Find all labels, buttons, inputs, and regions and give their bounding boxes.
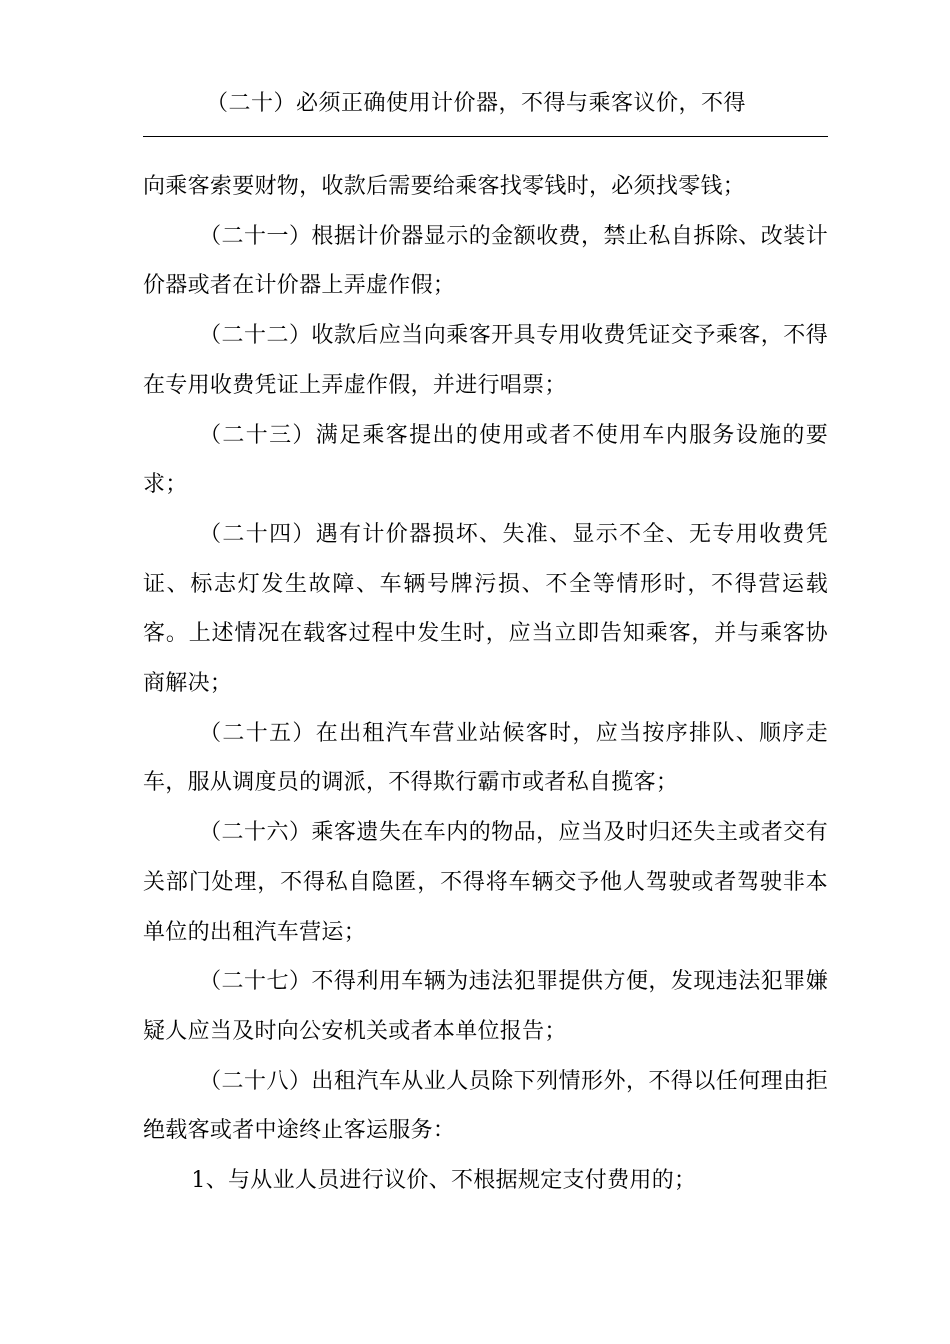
continued-header-line: （二十）必须正确使用计价器，不得与乘客议价，不得 [206,91,747,116]
paragraph-item-28: （二十八）出租汽车从业人员除下列情形外，不得以任何理由拒绝载客或者中途终止客运服务： [143,1068,828,1144]
header-divider [143,136,828,137]
paragraph-item-27: （二十七）不得利用车辆为违法犯罪提供方便，发现违法犯罪嫌疑人应当及时向公安机关或者本单位报告； [143,969,828,1044]
paragraph-item-22: （二十二）收款后应当向乘客开具专用收费凭证交予乘客，不得在专用收费凭证上弄虚作假，并进行唱票； [143,323,828,398]
paragraph-item-24: （二十四）遇有计价器损坏、失准、显示不全、无专用收费凭证、标志灯发生故障、车辆号牌污损、不全等情形时，不得营运载客。上述情况在载客过程中发生时，应当立即告知乘客，并与乘客协商解决； [143,521,828,697]
paragraph-item-21: （二十一）根据计价器显示的金额收费，禁止私自拆除、改装计价器或者在计价器上弄虚作假； [143,223,828,299]
paragraph-item-25: （二十五）在出租汽车营业站候客时，应当按序排队、顺序走车，服从调度员的调派，不得欺行霸市或者私自揽客； [143,720,828,796]
paragraph-item-26: （二十六）乘客遗失在车内的物品，应当及时归还失主或者交有关部门处理，不得私自隐匿，不得将车辆交予他人驾驶或者驾驶非本单位的出租汽车营运； [143,820,828,945]
paragraph-item-23: （二十三）满足乘客提出的使用或者不使用车内服务设施的要求； [143,422,828,498]
paragraph: 向乘客索要财物，收款后需要给乘客找零钱时，必须找零钱； [143,174,746,199]
document-body [143,162,828,1206]
paragraph-subitem-1: 1、与从业人员进行议价、不根据规定支付费用的； [191,1168,697,1194]
